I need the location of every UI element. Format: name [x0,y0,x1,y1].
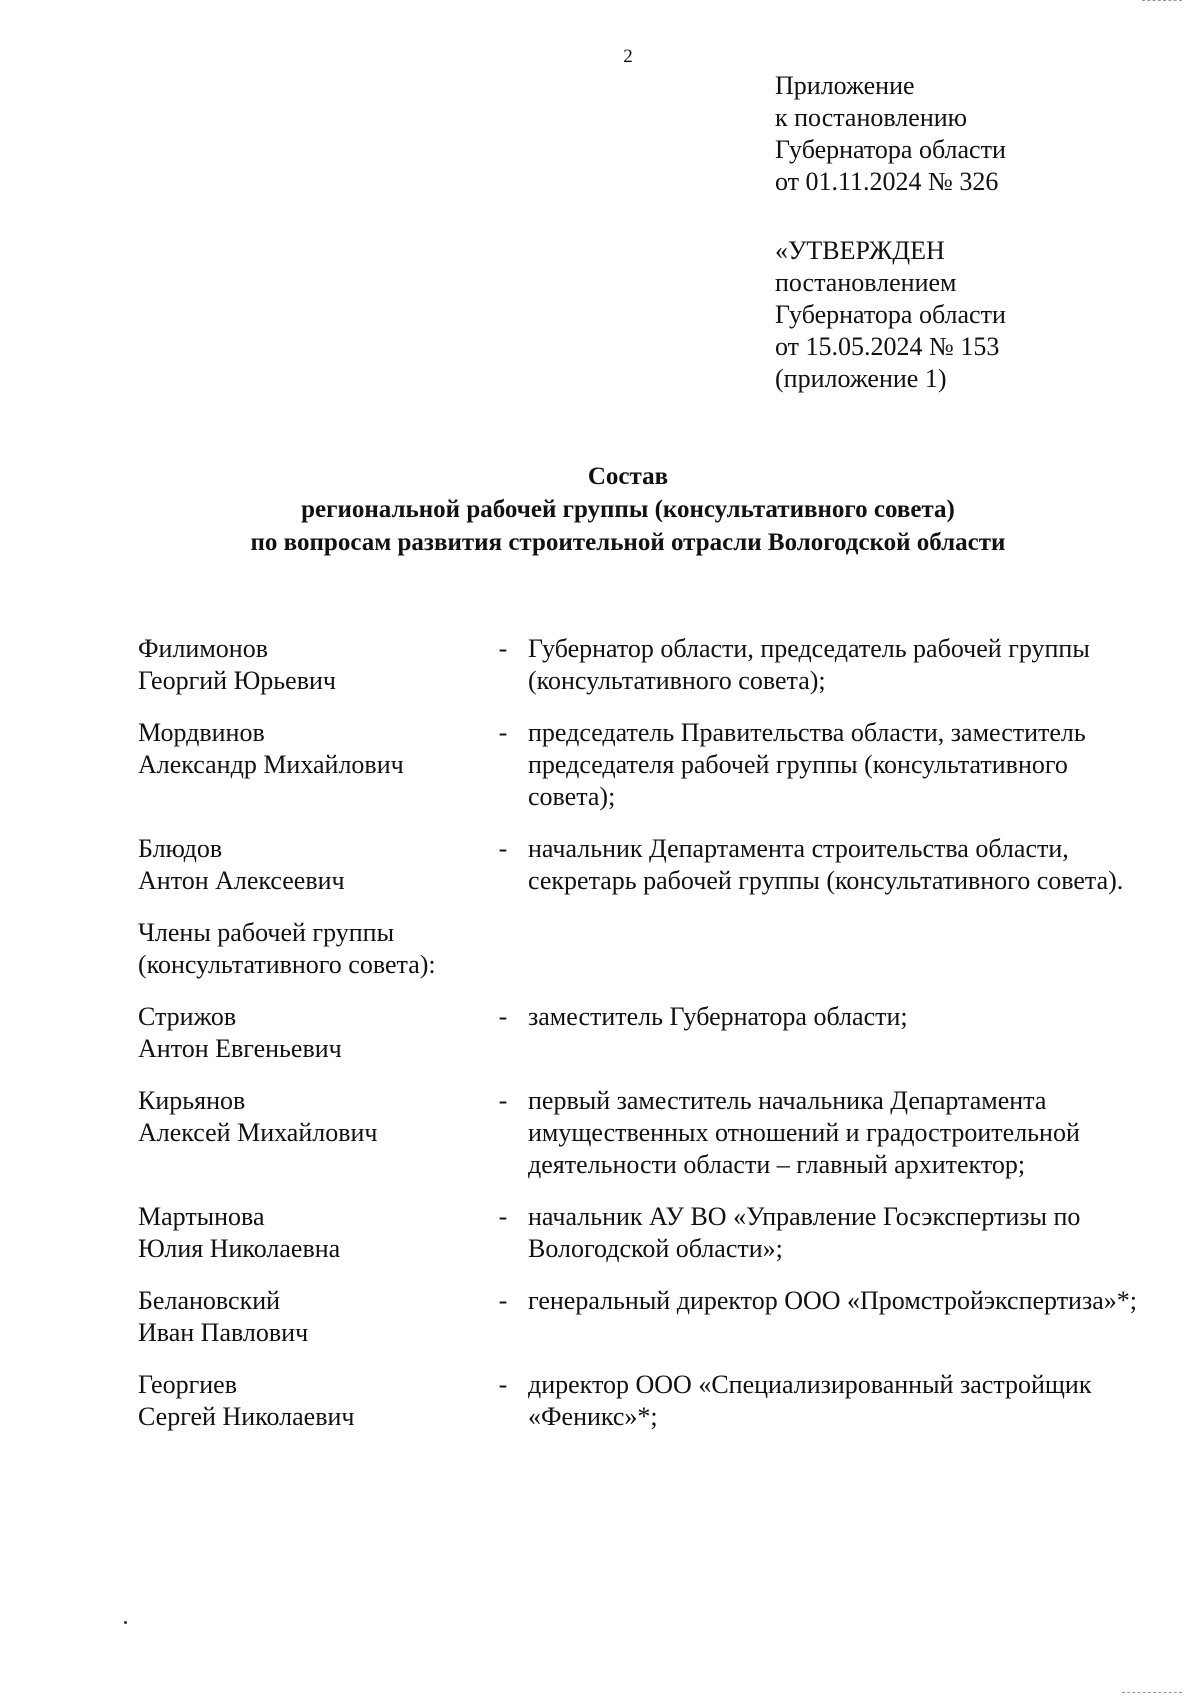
member-role: заместитель Губернатора области; [528,1002,908,1031]
member-row [138,1001,1138,1065]
dash-separator: - [498,834,508,863]
member-surname: Мордвинов [138,718,265,747]
member-role: первый заместитель начальника Департамента имущественных отношений и градостроительной деятельности области – главный архитектор; [528,1086,1080,1179]
appendix-header [775,70,1006,198]
member-surname: Блюдов [138,834,223,863]
members-section-header: Члены рабочей группы (консультативного совета): [138,918,436,979]
scan-artifact-top [1142,0,1182,3]
member-name [138,717,478,813]
member-role: председатель Правительства области, заместитель председателя рабочей группы (консультативного совета); [528,718,1086,811]
scan-artifact-bottom [1122,1692,1182,1695]
document-title [0,460,1200,559]
dash-separator: - [498,634,508,663]
member-given-names: Алексей Михайлович [138,1118,378,1147]
member-role: директор ООО «Специализированный застройщик «Феникс»*; [528,1370,1092,1431]
member-row-deputy-chair [138,717,1138,813]
member-name [138,1085,478,1181]
member-row [138,1201,1138,1265]
appendix-line: к постановлению [775,103,968,132]
appendix-line: Приложение [775,71,915,100]
member-surname: Филимонов [138,634,268,663]
approval-line: «УТВЕРЖДЕН [775,236,945,265]
member-surname: Георгиев [138,1370,237,1399]
title-line-3: по вопросам развития строительной отрасли Вологодской области [250,529,1006,556]
appendix-line: от 01.11.2024 № 326 [775,167,999,196]
member-given-names: Георгий Юрьевич [138,666,336,695]
dash-separator: - [498,1002,508,1031]
member-surname: Стрижов [138,1002,237,1031]
member-given-names: Сергей Николаевич [138,1402,355,1431]
member-given-names: Антон Алексеевич [138,866,345,895]
member-row-chair [138,633,1138,697]
member-role: Губернатор области, председатель рабочей группы (консультативного совета); [528,634,1090,695]
approval-stamp [775,235,1006,395]
members-list [138,633,1138,1453]
approval-line: Губернатора области [775,300,1006,329]
member-name [138,1001,478,1065]
member-name [138,1369,478,1433]
member-row [138,1369,1138,1433]
member-name [138,1285,478,1349]
title-line-1: Состав [587,463,669,490]
member-role: генеральный директор ООО «Промстройэкспертиза»*; [528,1286,1138,1315]
member-name [138,633,478,697]
approval-line: постановлением [775,268,957,297]
member-given-names: Юлия Николаевна [138,1234,341,1263]
member-name [138,833,478,897]
member-name [138,1201,478,1265]
member-surname: Белановский [138,1286,281,1315]
scan-speck [124,1621,127,1624]
dash-separator: - [498,718,508,747]
dash-separator: - [498,1086,508,1115]
member-given-names: Иван Павлович [138,1318,309,1347]
member-row-secretary [138,833,1138,897]
title-line-2: региональной рабочей группы (консультативного совета) [301,496,955,523]
dash-separator: - [498,1370,508,1399]
member-row [138,1285,1138,1349]
member-role: начальник Департамента строительства области, секретарь рабочей группы (консультативного совета). [528,834,1124,895]
dash-separator: - [498,1202,508,1231]
member-row [138,1085,1138,1181]
appendix-line: Губернатора области [775,135,1006,164]
member-surname: Мартынова [138,1202,265,1231]
member-surname: Кирьянов [138,1086,246,1115]
member-role: начальник АУ ВО «Управление Госэкспертизы по Вологодской области»; [528,1202,1081,1263]
member-given-names: Антон Евгеньевич [138,1034,342,1063]
approval-line: (приложение 1) [775,364,947,393]
member-given-names: Александр Михайлович [138,750,404,779]
approval-line: от 15.05.2024 № 153 [775,332,1000,361]
page-number: 2 [623,46,633,67]
dash-separator: - [498,1286,508,1315]
